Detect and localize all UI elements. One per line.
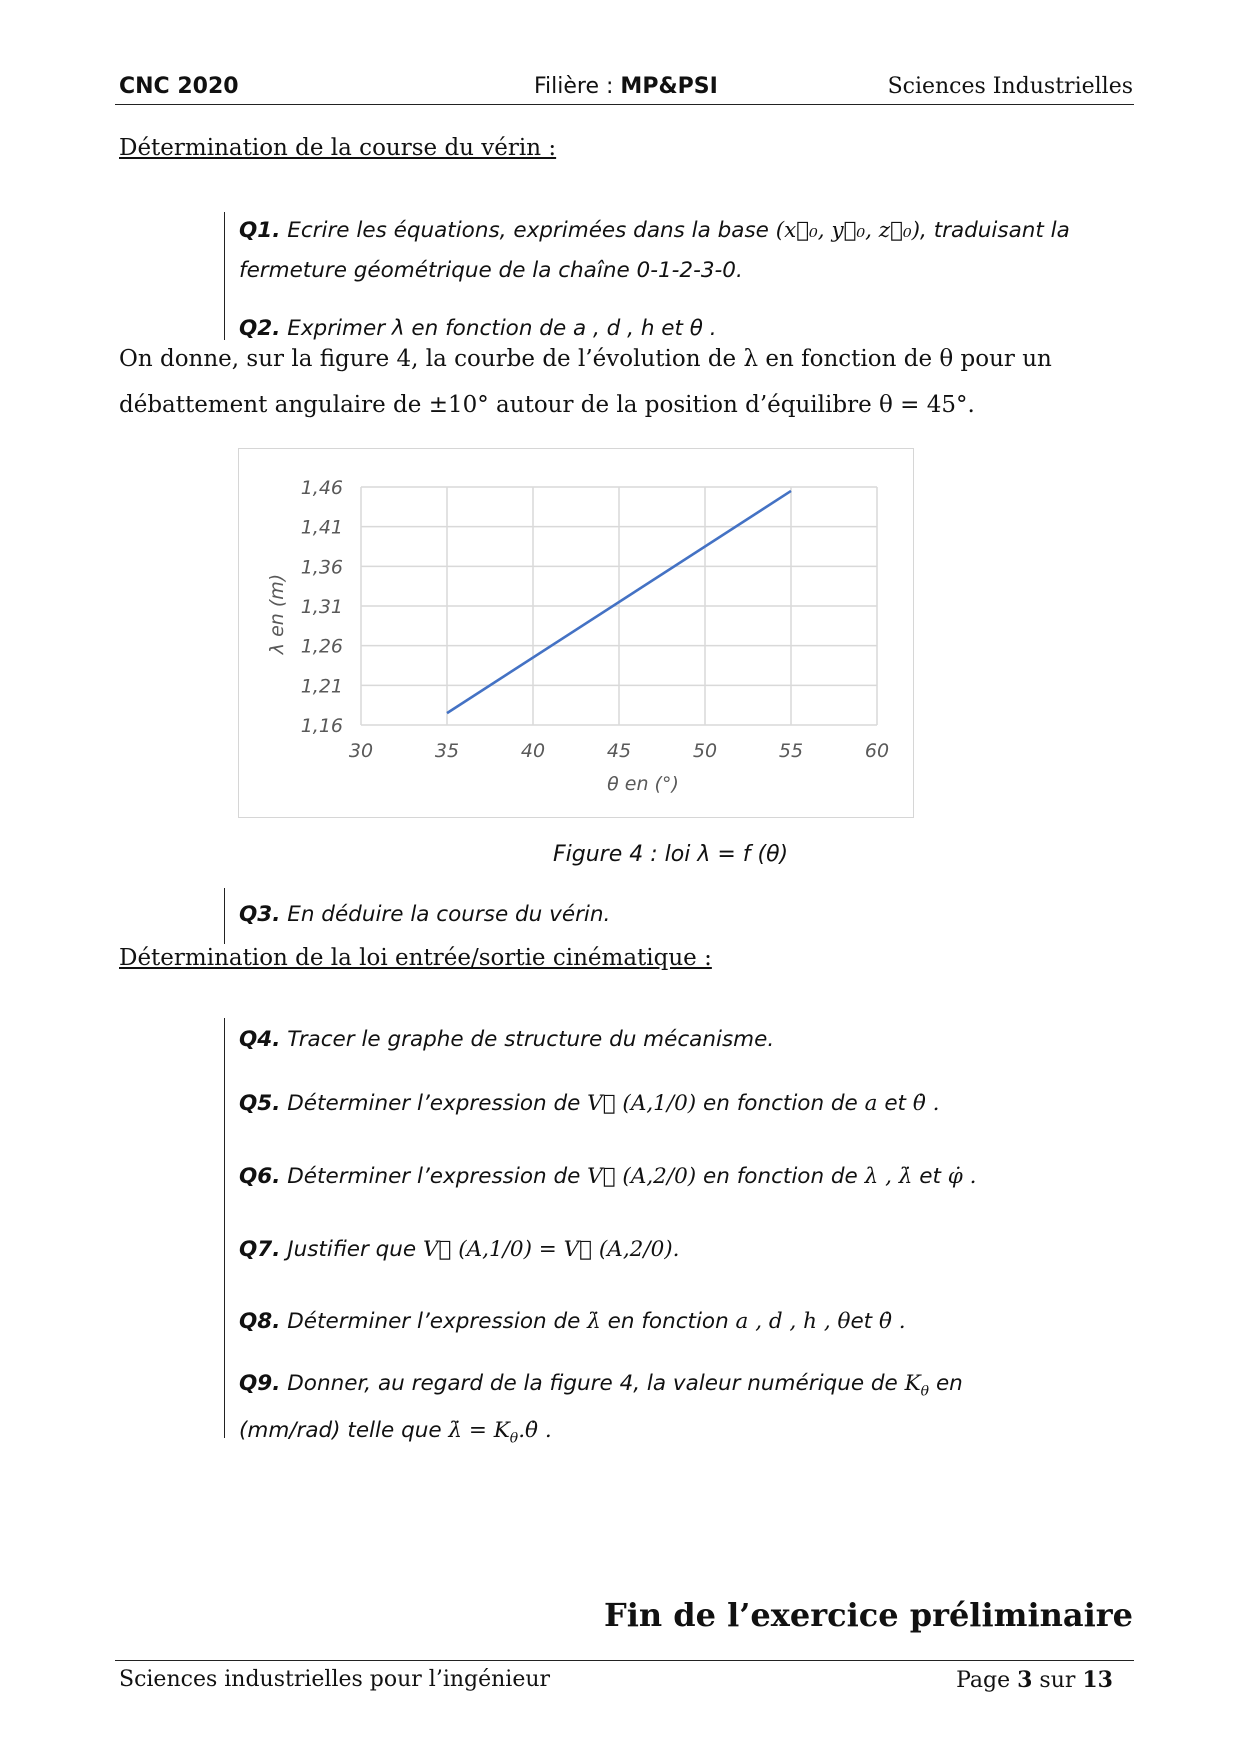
q9-text-c: (mm/rad) telle que	[239, 1418, 442, 1444]
question-q5	[239, 1084, 1133, 1124]
chart-y-tick-label: 1,21	[300, 675, 343, 698]
chart-x-tick-label: 30	[348, 740, 374, 762]
q1-base: (x⃗₀, y⃗₀, z⃗₀)	[775, 218, 921, 243]
q6-text-a: Déterminer l’expression de	[287, 1164, 581, 1189]
q5-text-a: Déterminer l’expression de	[287, 1091, 581, 1116]
q2-text: Exprimer λ en fonction de a , d , h et θ .	[287, 316, 717, 341]
q7-math: V⃗ (A,1/0) = V⃗ (A,2/0).	[422, 1237, 680, 1262]
q3-text: En déduire la course du vérin.	[287, 902, 611, 927]
chart-x-tick-label: 60	[864, 740, 890, 762]
q4-text: Tracer le graphe de structure du mécanisme.	[287, 1027, 775, 1052]
q6-math2: λ , λ̇	[864, 1164, 913, 1189]
q8-math3: θ̇ .	[878, 1309, 906, 1334]
footer-page-mid: sur	[1032, 1668, 1083, 1693]
paragraph-line-2: débattement angulaire de ±10° autour de la position d’équilibre θ = 45°.	[119, 392, 975, 418]
q8-math2: a , d , h , θ	[735, 1309, 851, 1334]
paragraph-line-1: On donne, sur la figure 4, la courbe de l’évolution de λ en fonction de θ pour un	[119, 346, 1052, 372]
q9-k-letter: K	[904, 1371, 921, 1396]
chart-x-tick-label: 55	[778, 740, 804, 762]
q6-label: Q6.	[239, 1164, 281, 1189]
chart-y-tick-label: 1,46	[300, 477, 343, 499]
q6-math3: φ̇ .	[947, 1164, 977, 1189]
question-q9	[239, 1364, 1133, 1459]
chart-x-tick-label: 50	[692, 740, 718, 762]
section-title-course: Détermination de la course du vérin :	[119, 135, 557, 161]
footer-left: Sciences industrielles pour l’ingénieur	[119, 1667, 551, 1692]
chart-x-axis-label: θ en (°)	[607, 773, 679, 795]
paragraph-figure-intro	[119, 336, 1133, 428]
chart-svg	[239, 449, 913, 817]
q7-label: Q7.	[239, 1237, 281, 1262]
chart-y-tick-label: 1,26	[300, 635, 343, 658]
q5-math: V⃗ (A,1/0)	[587, 1091, 697, 1116]
header-subject: Sciences Industrielles	[887, 74, 1133, 99]
header-filiere-label: Filière :	[534, 74, 621, 99]
question-q8	[239, 1302, 1133, 1342]
chart-x-tick-label: 35	[434, 740, 460, 762]
q6-math: V⃗ (A,2/0)	[587, 1164, 697, 1189]
q1-text-a: Ecrire les équations, exprimées dans la base	[287, 218, 769, 243]
q9-math-sub: θ	[509, 1430, 519, 1447]
q8-label: Q8.	[239, 1309, 281, 1334]
question-q6	[239, 1157, 1133, 1197]
q1-label: Q1.	[239, 218, 281, 243]
footer-rule	[115, 1660, 1134, 1661]
figure-4-chart	[238, 448, 914, 818]
q7-text-a: Justifier que	[287, 1237, 417, 1262]
figure-caption: Figure 4 : loi λ = f (θ)	[553, 842, 789, 867]
q2-label: Q2.	[239, 316, 281, 341]
q9-text-a: Donner, au regard de la figure 4, la valeur numérique de	[287, 1371, 898, 1396]
footer-page-number: 3	[1017, 1667, 1033, 1693]
q4-label: Q4.	[239, 1027, 281, 1052]
question-bar-q3	[224, 888, 225, 944]
q1-text-b: , traduisant la	[920, 218, 1070, 243]
q5-label: Q5.	[239, 1091, 281, 1116]
chart-y-tick-label: 1,31	[300, 596, 343, 618]
section-title-cinematique: Détermination de la loi entrée/sortie cinématique :	[119, 945, 712, 971]
q9-math	[448, 1418, 552, 1447]
header-exam: CNC 2020	[119, 74, 239, 99]
q9-math-end: .θ̇ .	[518, 1418, 552, 1444]
q5-text-c: et	[884, 1091, 906, 1116]
q9-k-sub: θ	[920, 1383, 930, 1400]
q9-math-a: λ̇ = K	[448, 1418, 510, 1444]
end-of-exercise-title: Fin de l’exercice préliminaire	[603, 1596, 1133, 1634]
footer-page	[956, 1667, 1113, 1693]
chart-y-axis-label: λ en (m)	[266, 573, 288, 655]
q8-text-a: Déterminer l’expression de	[287, 1309, 581, 1334]
q6-text-c: et	[919, 1164, 941, 1189]
footer-page-prefix: Page	[956, 1668, 1018, 1693]
question-q7	[239, 1230, 1133, 1270]
question-bar-q1-q2	[224, 212, 225, 340]
chart-y-tick-label: 1,41	[300, 516, 343, 539]
chart-x-tick-label: 40	[520, 740, 546, 762]
header-filiere-value: MP&PSI	[620, 74, 718, 99]
q8-text-c: et	[850, 1309, 873, 1334]
q1-text-c: fermeture géométrique de la chaîne 0-1-2-3-0.	[239, 258, 743, 283]
question-q4	[239, 1020, 1133, 1060]
q9-label: Q9.	[239, 1371, 281, 1396]
question-q3	[239, 895, 1133, 935]
q5-math3: θ̇ .	[912, 1091, 940, 1116]
q6-text-b: en fonction de	[703, 1164, 858, 1189]
q5-math2: a	[864, 1091, 878, 1116]
question-bar-q4-q9	[224, 1018, 225, 1438]
chart-y-tick-label: 1,16	[300, 715, 343, 737]
q5-text-b: en fonction de	[703, 1091, 858, 1116]
chart-x-tick-label: 45	[606, 740, 632, 762]
chart-y-tick-label: 1,36	[300, 556, 343, 579]
q8-math: λ̇	[587, 1309, 601, 1334]
question-q1	[239, 211, 1133, 291]
q9-k	[904, 1371, 930, 1400]
footer-page-total: 13	[1082, 1667, 1113, 1693]
header-rule	[115, 104, 1134, 105]
header-filiere	[534, 74, 718, 99]
q3-label: Q3.	[239, 902, 281, 927]
q9-text-b: en	[935, 1371, 963, 1396]
q8-text-b: en fonction	[607, 1309, 729, 1334]
